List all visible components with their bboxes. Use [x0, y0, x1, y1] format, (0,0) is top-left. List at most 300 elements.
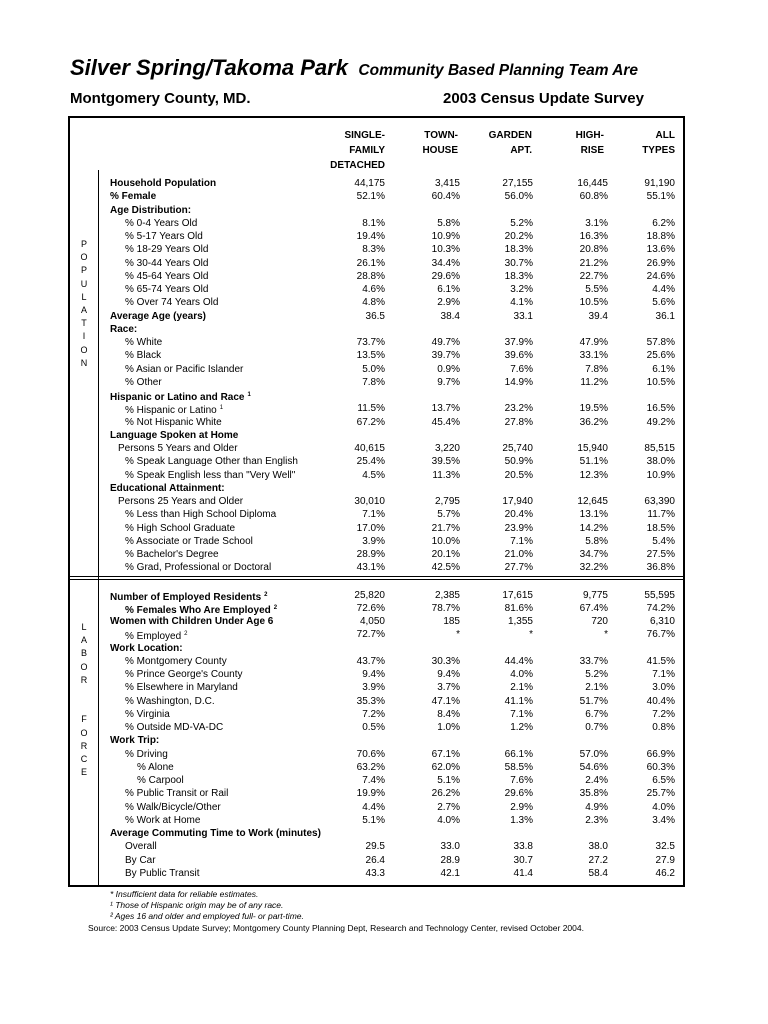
cell-value: 3,415: [434, 178, 460, 189]
cell-value: 9.4%: [437, 669, 460, 680]
table-row: [70, 402, 683, 415]
cell-value: 4.9%: [585, 801, 608, 813]
side-letter: N: [80, 357, 88, 368]
table-row: [70, 695, 683, 708]
title-sub: Community Based Planning Team Are: [358, 62, 639, 79]
row-label: % Driving: [125, 748, 168, 760]
cell-value: 7.1%: [510, 535, 533, 547]
side-letter: U: [80, 278, 88, 289]
footnote-hispanic: ¹ Those of Hispanic origin may be of any race.: [110, 900, 284, 910]
cell-value: 25.6%: [646, 350, 675, 362]
table-row: [70, 814, 683, 827]
cell-value: 74.2%: [646, 602, 675, 614]
table-row: [70, 442, 683, 455]
cell-value: 3.9%: [362, 682, 385, 694]
cell-value: 8.1%: [362, 217, 385, 229]
table-row: [70, 204, 683, 217]
cell-value: 14.9%: [504, 376, 533, 388]
cell-value: 62.0%: [431, 761, 460, 773]
cell-value: 26.9%: [646, 257, 675, 269]
cell-value: 28.9%: [356, 549, 385, 560]
table-row: [70, 642, 683, 655]
cell-value: 66.1%: [504, 748, 533, 760]
cell-value: 32.2%: [579, 562, 608, 574]
cell-value: 66.9%: [646, 748, 675, 760]
side-letter: I: [82, 331, 86, 342]
side-letter: C: [80, 754, 88, 765]
cell-value: 60.8%: [579, 191, 608, 203]
side-letter: T: [81, 318, 87, 329]
cell-value: 27.5%: [646, 549, 675, 560]
cell-value: 0.7%: [585, 722, 608, 733]
row-label: % 65-74 Years Old: [125, 284, 209, 295]
cell-value: 58.4: [588, 867, 608, 879]
cell-value: 5.8%: [585, 535, 608, 547]
row-label: % Less than High School Diploma: [125, 509, 277, 521]
row-label: Work Location:: [110, 642, 183, 654]
row-label: By Public Transit: [125, 867, 200, 879]
cell-value: 13.5%: [356, 350, 385, 362]
table-row: [70, 270, 683, 283]
cell-value: 3.4%: [652, 814, 675, 826]
table-row: [70, 296, 683, 309]
cell-value: 91,190: [644, 178, 675, 189]
side-letter: E: [80, 767, 87, 778]
side-letter: A: [80, 305, 87, 316]
cell-value: 38.4: [440, 310, 460, 322]
cell-value: 2.7%: [437, 801, 460, 813]
cell-value: 19.9%: [356, 788, 385, 800]
row-label: % Employed $^2$: [125, 631, 188, 643]
cell-value: 33.1%: [579, 350, 608, 362]
table-row: [70, 708, 683, 721]
row-label: % Asian or Pacific Islander: [125, 363, 244, 375]
side-letter: A: [80, 635, 87, 646]
cell-value: 44.4%: [504, 655, 533, 667]
cell-value: 46.2: [655, 867, 675, 879]
cell-value: 2.9%: [510, 801, 533, 813]
cell-value: 43.1%: [356, 562, 385, 574]
cell-value: 19.5%: [579, 403, 608, 415]
footnotes: [110, 889, 304, 922]
cell-value: 6.1%: [652, 363, 675, 375]
cell-value: 20.5%: [504, 469, 533, 481]
cell-value: 36.8%: [646, 562, 675, 574]
table-row: [70, 615, 683, 628]
cell-value: 22.7%: [579, 270, 608, 282]
cell-value: 5.8%: [437, 217, 460, 229]
cell-value: 4.1%: [510, 297, 533, 309]
cell-value: 42.1: [440, 867, 460, 879]
cell-value: 5.5%: [585, 284, 608, 295]
cell-value: 18.5%: [646, 522, 675, 534]
cell-value: 19.4%: [356, 231, 385, 242]
cell-value: 10.3%: [431, 244, 460, 256]
cell-value: 11.7%: [647, 509, 675, 521]
cell-value: 4.6%: [362, 284, 385, 295]
cell-value: 9,775: [582, 589, 608, 601]
cell-value: 33.0: [440, 841, 460, 853]
cell-value: 13.7%: [431, 403, 460, 415]
cell-value: 39.6%: [504, 350, 533, 362]
cell-value: 34.7%: [579, 549, 608, 560]
cell-value: 50.9%: [504, 456, 533, 468]
table-row: [70, 508, 683, 521]
cell-value: 3,220: [434, 443, 460, 454]
row-label: % Virginia: [125, 708, 170, 720]
row-label: Overall: [125, 841, 157, 853]
cell-value: 73.7%: [356, 337, 385, 348]
cell-value: 67.1%: [431, 748, 460, 760]
table-row: [70, 774, 683, 787]
row-label: % Washington, D.C.: [125, 695, 215, 707]
cell-value: 11.3%: [432, 469, 460, 481]
cell-value: 10.9%: [431, 231, 460, 242]
cell-value: 8.3%: [362, 244, 385, 256]
cell-value: 49.2%: [646, 416, 675, 428]
row-label: Household Population: [110, 178, 217, 189]
cell-value: 12,645: [577, 496, 608, 507]
cell-value: 7.1%: [510, 708, 533, 720]
table-row: [70, 177, 683, 190]
cell-value: 43.7%: [356, 655, 385, 667]
cell-value: 7.2%: [362, 708, 385, 720]
table-row: [70, 840, 683, 853]
table-row: [70, 416, 683, 429]
cell-value: 6.7%: [585, 708, 608, 720]
row-label: % Females Who Are Employed $^2$: [125, 604, 278, 616]
cell-value: 36.1: [655, 310, 675, 322]
cell-value: 42.5%: [431, 562, 460, 574]
table-row: [70, 748, 683, 761]
cell-value: 5.0%: [362, 363, 385, 375]
cell-value: 10.0%: [431, 535, 460, 547]
side-letter: L: [81, 291, 87, 302]
col-header-townhouse: TOWN- HOUSE: [422, 130, 458, 156]
table-row: [70, 628, 683, 641]
row-label: % Black: [125, 350, 162, 362]
row-label: Age Distribution:: [110, 204, 192, 216]
row-label: % Bachelor's Degree: [125, 549, 219, 560]
cell-value: 41.4: [513, 867, 533, 879]
cell-value: 58.5%: [504, 761, 533, 773]
table-row: [70, 217, 683, 230]
row-label: % White: [125, 337, 163, 348]
footnote-insufficient: * Insufficient data for reliable estimates.: [110, 889, 259, 899]
side-letter: O: [80, 252, 88, 263]
cell-value: 3.2%: [510, 284, 533, 295]
row-label: Average Age (years): [110, 310, 206, 322]
cell-value: 2.9%: [437, 297, 460, 309]
cell-value: 40,615: [354, 443, 385, 454]
table-row: [70, 283, 683, 296]
table-row: [70, 389, 683, 402]
section-gap: [70, 575, 683, 589]
cell-value: 0.5%: [362, 722, 385, 733]
cell-value: 7.2%: [652, 708, 675, 720]
table-row: [70, 589, 683, 602]
cell-value: 29.6%: [431, 270, 460, 282]
row-label: % 45-64 Years Old: [125, 270, 209, 282]
cell-value: 72.6%: [356, 602, 385, 614]
row-label: % 30-44 Years Old: [125, 257, 209, 269]
row-label: % Grad, Professional or Doctoral: [125, 562, 272, 574]
side-letter: O: [80, 344, 88, 355]
cell-value: 70.6%: [356, 748, 385, 760]
table-row: [70, 787, 683, 800]
cell-value: 14.2%: [579, 522, 608, 534]
cell-value: 52.1%: [356, 191, 385, 203]
cell-value: 6,310: [649, 616, 675, 627]
cell-value: 30,010: [354, 496, 385, 507]
cell-value: 25,740: [502, 443, 533, 454]
cell-value: 45.4%: [431, 416, 460, 428]
row-label: % 18-29 Years Old: [125, 244, 209, 256]
table-row: [70, 801, 683, 814]
table-row: [70, 535, 683, 548]
cell-value: 26.4: [365, 854, 385, 866]
col-header-single-family: SINGLE- FAMILY DETACHED: [330, 130, 385, 171]
cell-value: 7.8%: [585, 363, 608, 375]
row-label: % Elsewhere in Maryland: [125, 682, 238, 694]
cell-value: 47.9%: [579, 337, 608, 348]
cell-value: 26.1%: [356, 257, 385, 269]
cell-value: 49.7%: [431, 337, 460, 348]
cell-value: 9.4%: [362, 669, 385, 680]
cell-value: 5.1%: [362, 814, 385, 826]
cell-value: 23.2%: [504, 403, 533, 415]
cell-value: 55.1%: [646, 191, 675, 203]
cell-value: 81.6%: [504, 602, 533, 614]
cell-value: 6.5%: [652, 775, 675, 786]
cell-value: 2,795: [434, 496, 460, 507]
cell-value: 39.5%: [431, 456, 460, 468]
table-row: [70, 602, 683, 615]
row-label: Persons 25 Years and Older: [118, 496, 244, 507]
cell-value: 25,820: [354, 589, 385, 601]
cell-value: 29.6%: [504, 788, 533, 800]
row-label: Language Spoken at Home: [110, 429, 239, 441]
cell-value: 26.2%: [431, 788, 460, 800]
cell-value: 67.2%: [356, 416, 385, 428]
cell-value: 37.9%: [504, 337, 533, 348]
cell-value: 1,355: [507, 616, 533, 627]
cell-value: 30.7: [513, 854, 533, 866]
cell-value: 67.4%: [579, 602, 608, 614]
side-letter: P: [80, 265, 87, 276]
cell-value: 27.7%: [504, 562, 533, 574]
cell-value: 63,390: [644, 496, 675, 507]
county-label: Montgomery County, MD.: [70, 90, 251, 107]
cell-value: 41.1%: [504, 695, 533, 707]
footnote-marker: 1: [219, 405, 224, 412]
cell-value: 38.0: [588, 841, 608, 853]
cell-value: 7.4%: [362, 775, 385, 786]
cell-value: 10.5%: [646, 376, 675, 388]
row-label: % Walk/Bicycle/Other: [125, 801, 221, 813]
cell-value: 2.3%: [585, 814, 608, 826]
side-letter: O: [80, 661, 88, 672]
cell-value: 17,940: [502, 496, 533, 507]
cell-value: 85,515: [644, 443, 675, 454]
cell-value: 76.7%: [646, 629, 675, 641]
cell-value: 18.3%: [504, 244, 533, 256]
row-label: % Other: [125, 376, 162, 388]
cell-value: 57.8%: [646, 337, 675, 348]
cell-value: 20.1%: [431, 549, 460, 560]
cell-value: 11.2%: [580, 376, 608, 388]
cell-value: 27,155: [502, 178, 533, 189]
cell-value: 28.9: [440, 854, 460, 866]
cell-value: 15,940: [577, 443, 608, 454]
row-label: Work Trip:: [110, 735, 160, 747]
side-letter: R: [80, 740, 88, 751]
cell-value: 2.4%: [585, 775, 608, 786]
row-label: % Alone: [137, 761, 174, 773]
cell-value: 7.1%: [362, 509, 385, 521]
source-note: Source: 2003 Census Update Survey; Montgomery County Planning Dept, Research and Technology Center, revised October 2004.: [88, 923, 584, 933]
cell-value: 21.2%: [579, 257, 608, 269]
cell-value: 40.4%: [646, 695, 675, 707]
table-row: [70, 548, 683, 561]
row-label: % Hispanic or Latino $^1$: [125, 405, 224, 417]
cell-value: 8.4%: [437, 708, 460, 720]
cell-value: 38.0%: [646, 456, 675, 468]
report-title: [70, 55, 638, 81]
footnote-marker: 2: [273, 604, 278, 611]
table-row: [70, 561, 683, 574]
cell-value: 16,445: [577, 178, 608, 189]
cell-value: *: [529, 629, 533, 641]
cell-value: 57.0%: [579, 748, 608, 760]
row-label: % Associate or Trade School: [125, 535, 253, 547]
side-letter: R: [80, 674, 88, 685]
cell-value: 4.4%: [652, 284, 675, 295]
row-label: Average Commuting Time to Work (minutes): [110, 828, 321, 839]
table-row: [70, 734, 683, 747]
table-row: [70, 190, 683, 203]
table-row: [70, 482, 683, 495]
cell-value: 10.5%: [579, 297, 608, 309]
cell-value: 3.9%: [362, 535, 385, 547]
cell-value: 5.7%: [437, 509, 460, 521]
cell-value: 16.3%: [579, 231, 608, 242]
side-letter: P: [80, 239, 87, 249]
cell-value: 4.4%: [362, 801, 385, 813]
cell-value: 4.0%: [437, 814, 460, 826]
cell-value: 51.1%: [579, 456, 608, 468]
table-row: [70, 668, 683, 681]
cell-value: 29.5: [365, 841, 385, 853]
cell-value: 33.1: [513, 310, 533, 322]
cell-value: 78.7%: [431, 602, 460, 614]
table-row: [70, 310, 683, 323]
cell-value: 33.8: [513, 841, 533, 853]
data-table: [68, 116, 685, 887]
footnote-marker: 1: [247, 392, 251, 398]
table-row: [70, 230, 683, 243]
row-label: % Public Transit or Rail: [125, 788, 229, 800]
cell-value: 28.8%: [356, 270, 385, 282]
cell-value: 24.6%: [646, 270, 675, 282]
row-label: Educational Attainment:: [110, 482, 225, 494]
cell-value: 27.2: [588, 854, 608, 866]
table-row: [70, 349, 683, 362]
cell-value: 5.4%: [652, 535, 675, 547]
cell-value: 60.3%: [646, 761, 675, 773]
table-row: [70, 363, 683, 376]
row-label: % Speak English less than "Very Well": [125, 469, 296, 481]
cell-value: 4.8%: [362, 297, 385, 309]
table-row: [70, 257, 683, 270]
cell-value: 11.5%: [357, 403, 385, 415]
row-label: Women with Children Under Age 6: [110, 616, 274, 627]
table-row: [70, 655, 683, 668]
row-label: Persons 5 Years and Older: [118, 443, 238, 454]
cell-value: 13.1%: [579, 509, 608, 521]
cell-value: 5.2%: [510, 217, 533, 229]
cell-value: 25.4%: [356, 456, 385, 468]
cell-value: 7.1%: [652, 669, 675, 680]
cell-value: 60.4%: [431, 191, 460, 203]
cell-value: 43.3: [365, 867, 385, 879]
cell-value: 20.2%: [504, 231, 533, 242]
footnote-employed: ² Ages 16 and older and employed full- or part-time.: [110, 911, 304, 921]
cell-value: 16.5%: [646, 403, 675, 415]
cell-value: 0.9%: [437, 363, 460, 375]
cell-value: 54.6%: [579, 761, 608, 773]
table-row: [70, 323, 683, 336]
col-header-garden-apt: GARDEN APT.: [488, 130, 532, 156]
cell-value: 20.4%: [504, 509, 533, 521]
cell-value: 0.8%: [652, 722, 675, 733]
col-header-high-rise: HIGH- RISE: [575, 130, 604, 156]
row-label: % Work at Home: [125, 814, 201, 826]
cell-value: 1.3%: [510, 814, 533, 826]
cell-value: 35.3%: [356, 695, 385, 707]
cell-value: 72.7%: [356, 629, 385, 641]
row-label: Number of Employed Residents $^2$: [110, 591, 268, 603]
cell-value: 63.2%: [356, 761, 385, 773]
side-letter: O: [80, 727, 88, 738]
table-row: [70, 455, 683, 468]
table-row: [70, 827, 683, 840]
cell-value: 36.5: [365, 310, 385, 322]
cell-value: 4.0%: [652, 801, 675, 813]
side-letter: L: [81, 622, 87, 632]
cell-value: 10.9%: [646, 469, 675, 481]
cell-value: 185: [443, 616, 460, 627]
footnote-marker: 2: [184, 631, 188, 638]
cell-value: 7.6%: [510, 363, 533, 375]
cell-value: 18.3%: [504, 270, 533, 282]
cell-value: 20.8%: [579, 244, 608, 256]
table-row: [70, 495, 683, 508]
cell-value: 23.9%: [504, 522, 533, 534]
col-header-all-types: ALL TYPES: [642, 130, 675, 156]
table-row: [70, 761, 683, 774]
cell-value: 17,615: [502, 589, 533, 601]
row-label: % Not Hispanic White: [125, 416, 222, 428]
row-label: % Speak Language Other than English: [125, 456, 298, 468]
table-body: [70, 177, 683, 880]
cell-value: 41.5%: [646, 655, 675, 667]
cell-value: *: [604, 629, 608, 641]
cell-value: 39.4: [588, 310, 608, 322]
cell-value: 51.7%: [579, 695, 608, 707]
cell-value: 4.0%: [510, 669, 533, 680]
row-label: % Over 74 Years Old: [125, 297, 219, 309]
